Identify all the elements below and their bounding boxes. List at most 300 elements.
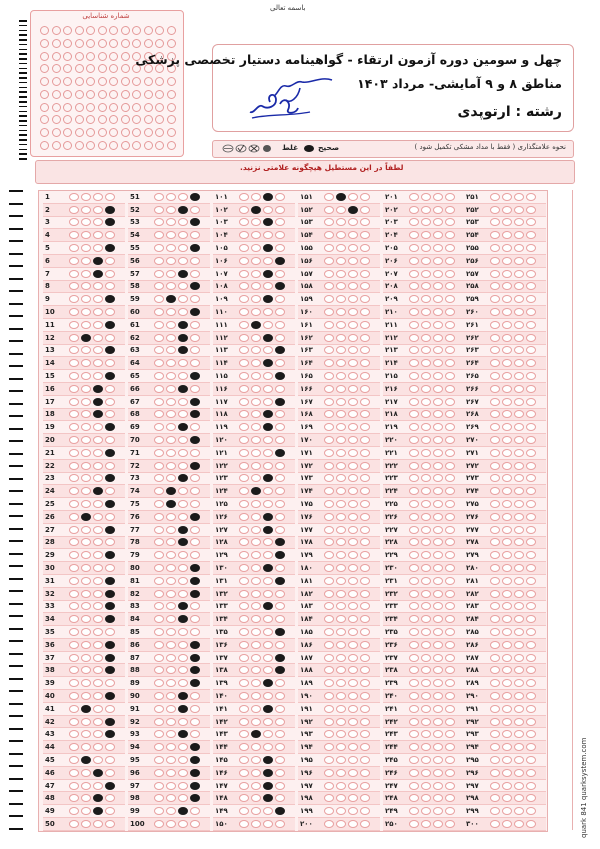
answer-bubble[interactable]	[275, 410, 285, 418]
answer-bubble[interactable]	[360, 206, 370, 214]
answer-bubble[interactable]	[190, 398, 200, 406]
answer-bubble[interactable]	[409, 436, 419, 444]
answer-bubble[interactable]	[514, 449, 524, 457]
answer-bubble[interactable]	[445, 257, 455, 265]
id-digit-bubble[interactable]	[75, 128, 84, 137]
id-digit-bubble[interactable]	[167, 103, 176, 112]
id-digit-bubble[interactable]	[63, 141, 72, 150]
id-digit-bubble[interactable]	[40, 52, 49, 61]
answer-bubble[interactable]	[239, 782, 249, 790]
answer-bubble[interactable]	[502, 577, 512, 585]
answer-bubble[interactable]	[445, 705, 455, 713]
answer-bubble[interactable]	[275, 794, 285, 802]
answer-bubble[interactable]	[275, 538, 285, 546]
answer-bubble[interactable]	[263, 423, 273, 431]
answer-bubble[interactable]	[526, 321, 536, 329]
answer-bubble[interactable]	[93, 410, 103, 418]
answer-bubble[interactable]	[275, 551, 285, 559]
answer-bubble[interactable]	[275, 462, 285, 470]
answer-bubble[interactable]	[490, 295, 500, 303]
answer-bubble[interactable]	[166, 193, 176, 201]
answer-bubble[interactable]	[263, 487, 273, 495]
answer-bubble[interactable]	[154, 564, 164, 572]
id-digit-bubble[interactable]	[52, 26, 61, 35]
answer-bubble[interactable]	[69, 820, 79, 828]
answer-bubble[interactable]	[324, 334, 334, 342]
answer-bubble[interactable]	[105, 334, 115, 342]
answer-bubble[interactable]	[348, 295, 358, 303]
answer-bubble[interactable]	[263, 526, 273, 534]
answer-bubble[interactable]	[526, 538, 536, 546]
answer-bubble[interactable]	[178, 193, 188, 201]
answer-bubble[interactable]	[81, 487, 91, 495]
answer-bubble[interactable]	[178, 257, 188, 265]
answer-bubble[interactable]	[275, 782, 285, 790]
id-digit-bubble[interactable]	[121, 39, 130, 48]
answer-bubble[interactable]	[251, 474, 261, 482]
answer-bubble[interactable]	[190, 308, 200, 316]
answer-bubble[interactable]	[445, 782, 455, 790]
answer-bubble[interactable]	[490, 641, 500, 649]
answer-bubble[interactable]	[526, 372, 536, 380]
answer-bubble[interactable]	[69, 718, 79, 726]
id-digit-bubble[interactable]	[144, 90, 153, 99]
answer-bubble[interactable]	[105, 398, 115, 406]
answer-bubble[interactable]	[360, 692, 370, 700]
id-digit-bubble[interactable]	[52, 128, 61, 137]
answer-bubble[interactable]	[69, 218, 79, 226]
answer-bubble[interactable]	[490, 193, 500, 201]
answer-bubble[interactable]	[263, 346, 273, 354]
answer-bubble[interactable]	[154, 487, 164, 495]
answer-bubble[interactable]	[526, 551, 536, 559]
answer-bubble[interactable]	[502, 193, 512, 201]
answer-bubble[interactable]	[239, 756, 249, 764]
answer-bubble[interactable]	[154, 474, 164, 482]
answer-bubble[interactable]	[93, 308, 103, 316]
answer-bubble[interactable]	[166, 474, 176, 482]
answer-bubble[interactable]	[69, 308, 79, 316]
answer-bubble[interactable]	[348, 385, 358, 393]
answer-bubble[interactable]	[526, 820, 536, 828]
answer-bubble[interactable]	[263, 449, 273, 457]
answer-bubble[interactable]	[154, 282, 164, 290]
answer-bubble[interactable]	[445, 398, 455, 406]
answer-bubble[interactable]	[105, 487, 115, 495]
answer-bubble[interactable]	[239, 308, 249, 316]
id-digit-bubble[interactable]	[121, 115, 130, 124]
answer-bubble[interactable]	[502, 500, 512, 508]
answer-bubble[interactable]	[360, 551, 370, 559]
answer-bubble[interactable]	[514, 206, 524, 214]
answer-bubble[interactable]	[251, 628, 261, 636]
answer-bubble[interactable]	[239, 398, 249, 406]
answer-bubble[interactable]	[324, 244, 334, 252]
id-digit-bubble[interactable]	[144, 39, 153, 48]
answer-bubble[interactable]	[324, 602, 334, 610]
answer-bubble[interactable]	[490, 628, 500, 636]
answer-bubble[interactable]	[275, 577, 285, 585]
answer-bubble[interactable]	[81, 257, 91, 265]
answer-bubble[interactable]	[81, 218, 91, 226]
answer-bubble[interactable]	[93, 321, 103, 329]
answer-bubble[interactable]	[251, 526, 261, 534]
answer-bubble[interactable]	[263, 359, 273, 367]
answer-bubble[interactable]	[514, 346, 524, 354]
answer-bubble[interactable]	[336, 551, 346, 559]
answer-bubble[interactable]	[502, 282, 512, 290]
answer-bubble[interactable]	[445, 218, 455, 226]
answer-bubble[interactable]	[409, 641, 419, 649]
answer-bubble[interactable]	[526, 590, 536, 598]
answer-bubble[interactable]	[93, 705, 103, 713]
id-digit-bubble[interactable]	[121, 103, 130, 112]
answer-bubble[interactable]	[190, 206, 200, 214]
answer-bubble[interactable]	[433, 270, 443, 278]
id-digit-bubble[interactable]	[98, 90, 107, 99]
answer-bubble[interactable]	[502, 398, 512, 406]
answer-bubble[interactable]	[514, 551, 524, 559]
answer-bubble[interactable]	[526, 666, 536, 674]
answer-bubble[interactable]	[105, 500, 115, 508]
answer-bubble[interactable]	[81, 423, 91, 431]
id-digit-bubble[interactable]	[132, 115, 141, 124]
answer-bubble[interactable]	[490, 410, 500, 418]
answer-bubble[interactable]	[93, 615, 103, 623]
answer-bubble[interactable]	[336, 526, 346, 534]
answer-bubble[interactable]	[360, 743, 370, 751]
answer-bubble[interactable]	[105, 615, 115, 623]
answer-bubble[interactable]	[445, 679, 455, 687]
answer-bubble[interactable]	[514, 295, 524, 303]
answer-bubble[interactable]	[81, 334, 91, 342]
answer-bubble[interactable]	[275, 705, 285, 713]
answer-bubble[interactable]	[93, 526, 103, 534]
answer-bubble[interactable]	[502, 436, 512, 444]
answer-bubble[interactable]	[526, 513, 536, 521]
answer-bubble[interactable]	[348, 538, 358, 546]
answer-bubble[interactable]	[433, 372, 443, 380]
answer-bubble[interactable]	[490, 705, 500, 713]
answer-bubble[interactable]	[360, 257, 370, 265]
answer-bubble[interactable]	[105, 206, 115, 214]
answer-bubble[interactable]	[239, 590, 249, 598]
answer-bubble[interactable]	[69, 282, 79, 290]
answer-bubble[interactable]	[190, 692, 200, 700]
answer-bubble[interactable]	[360, 705, 370, 713]
answer-bubble[interactable]	[178, 794, 188, 802]
answer-bubble[interactable]	[502, 423, 512, 431]
answer-bubble[interactable]	[490, 807, 500, 815]
id-digit-bubble[interactable]	[75, 39, 84, 48]
answer-bubble[interactable]	[360, 526, 370, 534]
answer-bubble[interactable]	[190, 602, 200, 610]
answer-bubble[interactable]	[93, 628, 103, 636]
answer-bubble[interactable]	[433, 705, 443, 713]
answer-bubble[interactable]	[324, 794, 334, 802]
answer-bubble[interactable]	[409, 692, 419, 700]
answer-bubble[interactable]	[490, 372, 500, 380]
answer-bubble[interactable]	[81, 577, 91, 585]
answer-bubble[interactable]	[166, 359, 176, 367]
id-digit-bubble[interactable]	[167, 26, 176, 35]
answer-bubble[interactable]	[275, 334, 285, 342]
answer-bubble[interactable]	[409, 244, 419, 252]
answer-bubble[interactable]	[433, 244, 443, 252]
answer-bubble[interactable]	[336, 244, 346, 252]
answer-bubble[interactable]	[433, 206, 443, 214]
answer-bubble[interactable]	[239, 794, 249, 802]
answer-bubble[interactable]	[81, 666, 91, 674]
answer-bubble[interactable]	[93, 551, 103, 559]
id-digit-bubble[interactable]	[155, 103, 164, 112]
answer-bubble[interactable]	[336, 807, 346, 815]
answer-bubble[interactable]	[421, 487, 431, 495]
answer-bubble[interactable]	[336, 449, 346, 457]
answer-bubble[interactable]	[93, 679, 103, 687]
answer-bubble[interactable]	[69, 666, 79, 674]
answer-bubble[interactable]	[251, 730, 261, 738]
answer-bubble[interactable]	[409, 218, 419, 226]
answer-bubble[interactable]	[421, 231, 431, 239]
answer-bubble[interactable]	[105, 807, 115, 815]
answer-bubble[interactable]	[81, 513, 91, 521]
answer-bubble[interactable]	[81, 449, 91, 457]
answer-bubble[interactable]	[360, 295, 370, 303]
id-digit-bubble[interactable]	[40, 77, 49, 86]
answer-bubble[interactable]	[81, 590, 91, 598]
answer-bubble[interactable]	[105, 756, 115, 764]
id-digit-bubble[interactable]	[121, 26, 130, 35]
answer-bubble[interactable]	[154, 551, 164, 559]
id-digit-bubble[interactable]	[98, 103, 107, 112]
answer-bubble[interactable]	[502, 513, 512, 521]
answer-bubble[interactable]	[526, 449, 536, 457]
answer-bubble[interactable]	[190, 743, 200, 751]
answer-bubble[interactable]	[421, 820, 431, 828]
id-digit-bubble[interactable]	[40, 141, 49, 150]
answer-bubble[interactable]	[433, 628, 443, 636]
answer-bubble[interactable]	[166, 321, 176, 329]
answer-bubble[interactable]	[336, 295, 346, 303]
answer-bubble[interactable]	[433, 590, 443, 598]
answer-bubble[interactable]	[275, 628, 285, 636]
answer-bubble[interactable]	[190, 423, 200, 431]
answer-bubble[interactable]	[69, 730, 79, 738]
answer-bubble[interactable]	[409, 769, 419, 777]
answer-bubble[interactable]	[502, 257, 512, 265]
answer-bubble[interactable]	[275, 359, 285, 367]
answer-bubble[interactable]	[251, 590, 261, 598]
answer-bubble[interactable]	[502, 538, 512, 546]
answer-bubble[interactable]	[81, 602, 91, 610]
answer-bubble[interactable]	[251, 282, 261, 290]
answer-bubble[interactable]	[433, 526, 443, 534]
answer-bubble[interactable]	[178, 692, 188, 700]
answer-bubble[interactable]	[433, 436, 443, 444]
answer-bubble[interactable]	[409, 679, 419, 687]
answer-bubble[interactable]	[251, 794, 261, 802]
answer-bubble[interactable]	[445, 474, 455, 482]
answer-bubble[interactable]	[324, 526, 334, 534]
answer-bubble[interactable]	[251, 756, 261, 764]
answer-bubble[interactable]	[93, 820, 103, 828]
answer-bubble[interactable]	[178, 513, 188, 521]
answer-bubble[interactable]	[239, 193, 249, 201]
answer-bubble[interactable]	[251, 257, 261, 265]
answer-bubble[interactable]	[275, 282, 285, 290]
answer-bubble[interactable]	[502, 449, 512, 457]
answer-bubble[interactable]	[263, 590, 273, 598]
answer-bubble[interactable]	[502, 474, 512, 482]
answer-bubble[interactable]	[81, 372, 91, 380]
answer-bubble[interactable]	[178, 359, 188, 367]
answer-bubble[interactable]	[421, 666, 431, 674]
answer-bubble[interactable]	[324, 590, 334, 598]
answer-bubble[interactable]	[275, 743, 285, 751]
answer-bubble[interactable]	[409, 628, 419, 636]
answer-bubble[interactable]	[502, 641, 512, 649]
answer-bubble[interactable]	[81, 282, 91, 290]
answer-bubble[interactable]	[514, 423, 524, 431]
answer-bubble[interactable]	[421, 615, 431, 623]
answer-bubble[interactable]	[178, 436, 188, 444]
answer-bubble[interactable]	[190, 615, 200, 623]
answer-bubble[interactable]	[81, 462, 91, 470]
answer-bubble[interactable]	[178, 462, 188, 470]
answer-bubble[interactable]	[239, 538, 249, 546]
answer-bubble[interactable]	[263, 782, 273, 790]
id-digit-bubble[interactable]	[86, 52, 95, 61]
answer-bubble[interactable]	[105, 231, 115, 239]
answer-bubble[interactable]	[166, 705, 176, 713]
answer-bubble[interactable]	[336, 602, 346, 610]
answer-bubble[interactable]	[526, 346, 536, 354]
answer-bubble[interactable]	[433, 359, 443, 367]
answer-bubble[interactable]	[360, 794, 370, 802]
answer-bubble[interactable]	[433, 500, 443, 508]
id-digit-bubble[interactable]	[86, 64, 95, 73]
answer-bubble[interactable]	[348, 218, 358, 226]
answer-bubble[interactable]	[93, 666, 103, 674]
answer-bubble[interactable]	[409, 308, 419, 316]
answer-bubble[interactable]	[251, 218, 261, 226]
answer-bubble[interactable]	[348, 410, 358, 418]
answer-bubble[interactable]	[348, 551, 358, 559]
answer-bubble[interactable]	[324, 295, 334, 303]
answer-bubble[interactable]	[239, 615, 249, 623]
answer-bubble[interactable]	[514, 398, 524, 406]
id-digit-bubble[interactable]	[109, 90, 118, 99]
answer-bubble[interactable]	[502, 794, 512, 802]
answer-bubble[interactable]	[514, 820, 524, 828]
answer-bubble[interactable]	[526, 756, 536, 764]
answer-bubble[interactable]	[105, 321, 115, 329]
answer-bubble[interactable]	[239, 462, 249, 470]
answer-bubble[interactable]	[514, 474, 524, 482]
answer-bubble[interactable]	[69, 551, 79, 559]
answer-bubble[interactable]	[445, 282, 455, 290]
answer-bubble[interactable]	[154, 820, 164, 828]
answer-bubble[interactable]	[190, 718, 200, 726]
answer-bubble[interactable]	[239, 641, 249, 649]
id-digit-bubble[interactable]	[132, 141, 141, 150]
answer-bubble[interactable]	[433, 462, 443, 470]
answer-bubble[interactable]	[445, 206, 455, 214]
id-digit-bubble[interactable]	[75, 77, 84, 86]
answer-bubble[interactable]	[93, 487, 103, 495]
answer-bubble[interactable]	[421, 564, 431, 572]
answer-bubble[interactable]	[502, 692, 512, 700]
id-digit-bubble[interactable]	[167, 39, 176, 48]
id-digit-bubble[interactable]	[52, 103, 61, 112]
answer-bubble[interactable]	[445, 807, 455, 815]
answer-bubble[interactable]	[445, 526, 455, 534]
answer-bubble[interactable]	[502, 462, 512, 470]
answer-bubble[interactable]	[93, 218, 103, 226]
answer-bubble[interactable]	[81, 615, 91, 623]
answer-bubble[interactable]	[251, 193, 261, 201]
answer-bubble[interactable]	[445, 346, 455, 354]
answer-bubble[interactable]	[251, 206, 261, 214]
answer-bubble[interactable]	[178, 743, 188, 751]
answer-bubble[interactable]	[178, 334, 188, 342]
answer-bubble[interactable]	[490, 334, 500, 342]
answer-bubble[interactable]	[433, 602, 443, 610]
answer-bubble[interactable]	[336, 270, 346, 278]
answer-bubble[interactable]	[93, 385, 103, 393]
answer-bubble[interactable]	[421, 769, 431, 777]
answer-bubble[interactable]	[105, 782, 115, 790]
answer-bubble[interactable]	[251, 244, 261, 252]
answer-bubble[interactable]	[348, 654, 358, 662]
answer-bubble[interactable]	[514, 218, 524, 226]
answer-bubble[interactable]	[178, 526, 188, 534]
answer-bubble[interactable]	[105, 474, 115, 482]
answer-bubble[interactable]	[275, 500, 285, 508]
answer-bubble[interactable]	[348, 398, 358, 406]
answer-bubble[interactable]	[166, 295, 176, 303]
answer-bubble[interactable]	[324, 346, 334, 354]
answer-bubble[interactable]	[81, 692, 91, 700]
answer-bubble[interactable]	[69, 487, 79, 495]
answer-bubble[interactable]	[526, 628, 536, 636]
answer-bubble[interactable]	[526, 705, 536, 713]
answer-bubble[interactable]	[433, 193, 443, 201]
answer-bubble[interactable]	[409, 282, 419, 290]
answer-bubble[interactable]	[154, 743, 164, 751]
answer-bubble[interactable]	[190, 372, 200, 380]
answer-bubble[interactable]	[324, 359, 334, 367]
answer-bubble[interactable]	[490, 526, 500, 534]
answer-bubble[interactable]	[154, 756, 164, 764]
answer-bubble[interactable]	[421, 782, 431, 790]
id-digit-bubble[interactable]	[52, 77, 61, 86]
id-digit-bubble[interactable]	[63, 77, 72, 86]
answer-bubble[interactable]	[251, 769, 261, 777]
answer-bubble[interactable]	[526, 487, 536, 495]
answer-bubble[interactable]	[239, 282, 249, 290]
answer-bubble[interactable]	[421, 705, 431, 713]
answer-bubble[interactable]	[336, 513, 346, 521]
answer-bubble[interactable]	[336, 359, 346, 367]
answer-bubble[interactable]	[239, 551, 249, 559]
answer-bubble[interactable]	[336, 743, 346, 751]
answer-bubble[interactable]	[433, 334, 443, 342]
answer-bubble[interactable]	[348, 474, 358, 482]
answer-bubble[interactable]	[166, 218, 176, 226]
answer-bubble[interactable]	[409, 513, 419, 521]
